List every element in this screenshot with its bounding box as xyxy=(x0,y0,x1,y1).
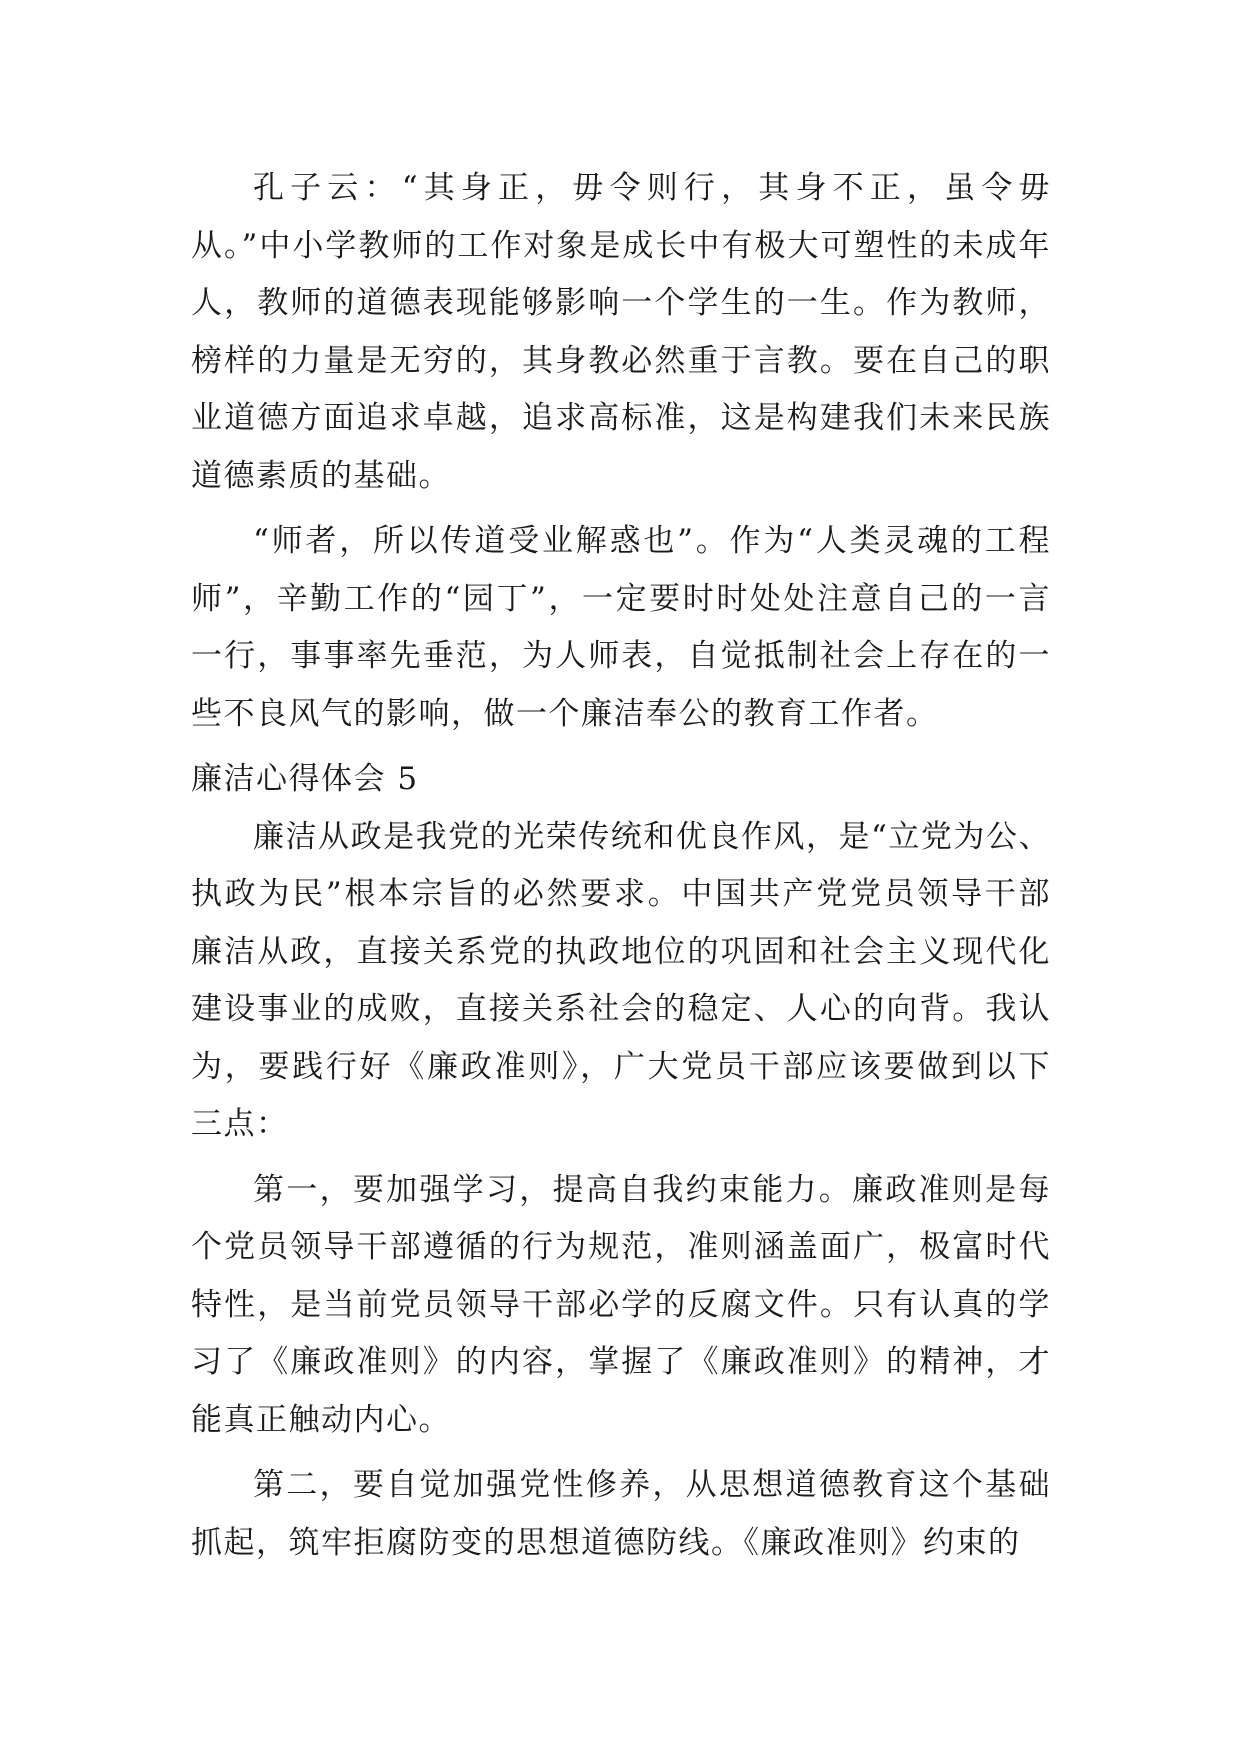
section-title: 廉洁心得体会 5 xyxy=(191,761,419,797)
paragraph-5: 第二，要自觉加强党性修养，从思想道德教育这个基础抓起，筑牢拒腐防变的思想道德防线。《廉政准则》约束的 xyxy=(191,1467,1051,1561)
paragraph-4: 第一，要加强学习，提高自我约束能力。廉政准则是每个党员领导干部遵循的行为规范，准则涵盖面广，极富时代特性，是当前党员领导干部必学的反腐文件。只有认真的学习了《廉政准则》的内容，掌握了《廉政准则》的精神，才能真正触动内心。 xyxy=(191,1171,1051,1438)
document-body xyxy=(191,160,1051,1580)
paragraph-3: 廉洁从政是我党的光荣传统和优良作风，是“立党为公、执政为民”根本宗旨的必然要求。中国共产党党员领导干部廉洁从政，直接关系党的执政地位的巩固和社会主义现代化建设事业的成败，直接关系社会的稳定、人心的向背。我认为，要践行好《廉政准则》，广大党员干部应该要做到以下三点： xyxy=(191,818,1051,1142)
paragraph-2: “师者，所以传道受业解惑也”。作为“人类灵魂的工程师”，辛勤工作的“园丁”，一定要时时处处注意自己的一言一行，事事率先垂范，为人师表，自觉抵制社会上存在的一些不良风气的影响，做一个廉洁奉公的教育工作者。 xyxy=(191,523,1051,732)
paragraph-1: 孔子云：“其身正，毋令则行，其身不正，虽令毋从。”中小学教师的工作对象是成长中有极大可塑性的未成年人，教师的道德表现能够影响一个学生的一生。作为教师，榜样的力量是无穷的，其身教必然重于言教。要在自己的职业道德方面追求卓越，追求高标准，这是构建我们未来民族道德素质的基础。 xyxy=(191,170,1051,494)
